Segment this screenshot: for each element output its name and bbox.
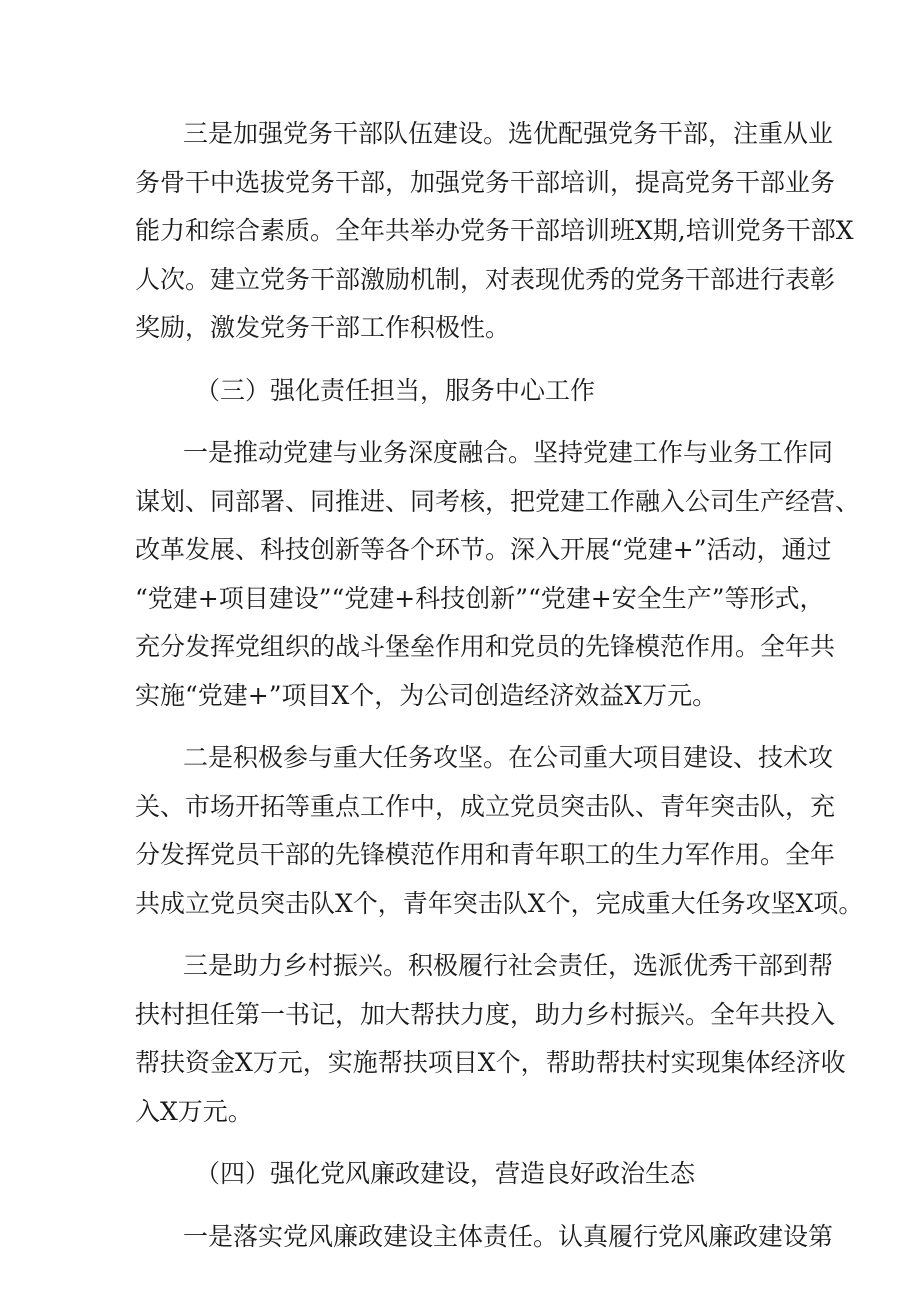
text-line: 一是推动党建与业务深度融合。坚持党建工作与业务工作同 (183, 438, 834, 467)
text-line: 人次。建立党务干部激励机制，对表现优秀的党务干部进行表彰 (135, 264, 836, 294)
text-line: 谋划、同部署、同推进、同考核，把党建工作融入公司生产经营、 (135, 486, 861, 516)
section-heading-4: （四）强化党风廉政建设，营造良好政治生态 (195, 1159, 696, 1188)
text-line: 分发挥党员干部的先锋模范作用和青年职工的生力军作用。全年 (135, 840, 836, 869)
paragraph-cadre-team (135, 110, 854, 353)
text-line: 奖励，激发党务干部工作积极性。 (135, 313, 511, 342)
text-line: 关、市场开拓等重点工作中，成立党员突击队、青年突击队，充 (135, 791, 836, 821)
text-line: 二是积极参与重大任务攻坚。在公司重大项目建设、技术攻 (183, 743, 834, 772)
text-line: 三是加强党务干部队伍建设。选优配强党务干部，注重从业 (183, 119, 834, 148)
text-line: 一是落实党风廉政建设主体责任。认真履行党风廉政建设第 (183, 1221, 834, 1251)
paragraph-rural-revitalization (135, 942, 846, 1136)
paragraph-major-tasks (135, 734, 864, 928)
text-line: “党建+项目建设”“党建+科技创新”“党建+安全生产”等形式， (135, 583, 825, 613)
paragraph-clean-governance (135, 1213, 834, 1262)
text-line: 三是助力乡村振兴。积极履行社会责任，选派优秀干部到帮 (183, 951, 834, 980)
paragraph-integration (135, 429, 861, 720)
text-line: 实施“党建+”项目X个，为公司创造经济效益X万元。 (135, 680, 718, 710)
text-line: 能力和综合素质。全年共举办党务干部培训班X期,培训党务干部X (135, 216, 854, 245)
text-line: 务骨干中选拔党务干部，加强党务干部培训，提高党务干部业务 (135, 167, 836, 197)
text-line: 帮扶资金X万元，实施帮扶项目X个，帮助帮扶村实现集体经济收 (135, 1048, 846, 1077)
text-line: 共成立党员突击队X个，青年突击队X个，完成重大任务攻坚X项。 (135, 888, 864, 918)
text-line: 扶村担任第一书记，加大帮扶力度，助力乡村振兴。全年共投入 (135, 999, 836, 1029)
text-line: 入X万元。 (135, 1096, 253, 1126)
text-line: 充分发挥党组织的战斗堡垒作用和党员的先锋模范作用。全年共 (135, 632, 836, 661)
section-heading-3: （三）强化责任担当，服务中心工作 (195, 375, 596, 405)
document-body (135, 110, 864, 1261)
text-line: 改革发展、科技创新等各个环节。深入开展“党建+”活动，通过 (135, 535, 832, 564)
